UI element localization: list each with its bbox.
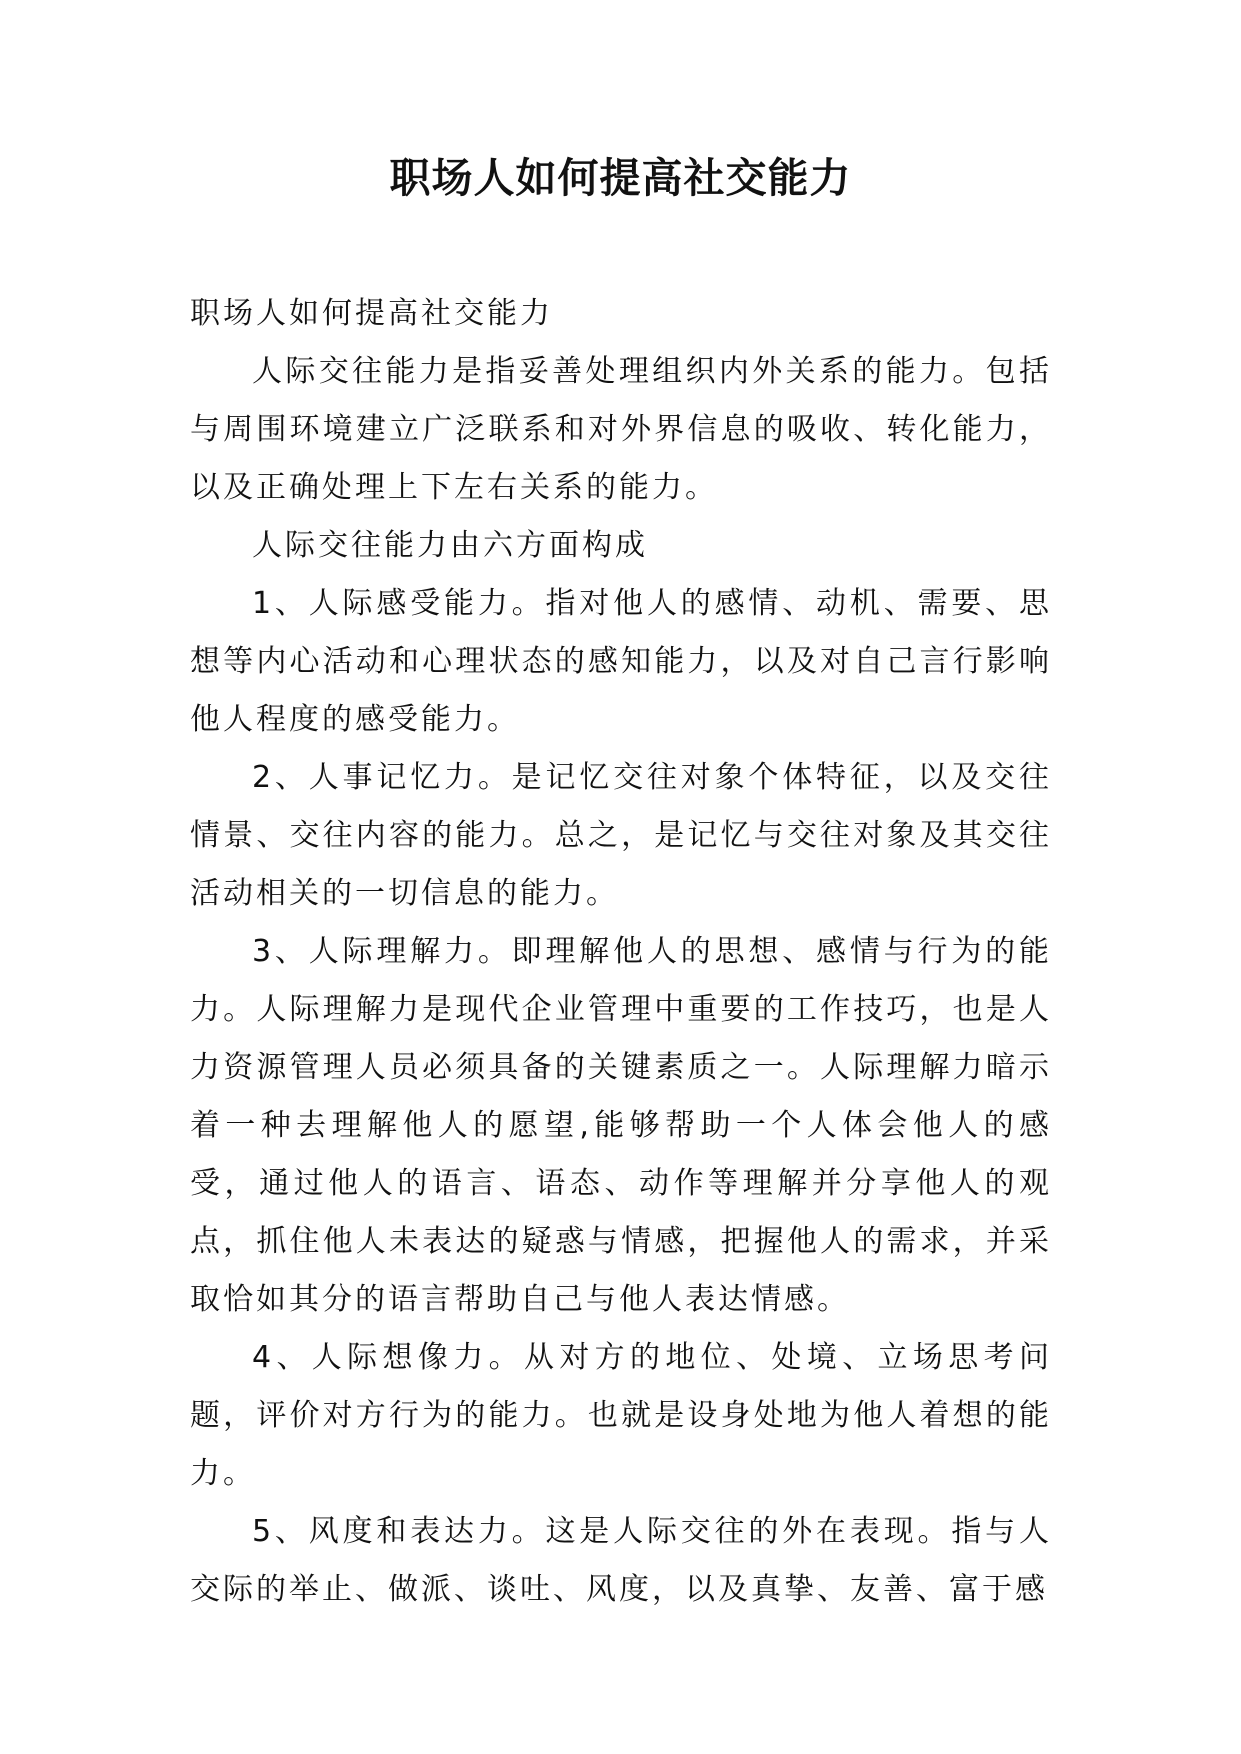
paragraph-item-4: 4、人际想像力。从对方的地位、处境、立场思考问题，评价对方行为的能力。也就是设身处地为他人着想的能力。 [190, 1340, 1052, 1491]
paragraph-intro: 人际交往能力是指妥善处理组织内外关系的能力。包括与周围环境建立广泛联系和对外界信息的吸收、转化能力，以及正确处理上下左右关系的能力。 [190, 354, 1052, 505]
paragraph-item-2: 2、人事记忆力。是记忆交往对象个体特征，以及交往情景、交往内容的能力。总之，是记忆与交往对象及其交往活动相关的一切信息的能力。 [190, 760, 1052, 911]
document-title: 职场人如何提高社交能力 [389, 154, 852, 202]
paragraph-item-1: 1、人际感受能力。指对他人的感情、动机、需要、思想等内心活动和心理状态的感知能力，以及对自己言行影响他人程度的感受能力。 [190, 586, 1052, 737]
paragraph-six-aspects: 人际交往能力由六方面构成 [252, 528, 648, 563]
paragraph-item-5: 5、风度和表达力。这是人际交往的外在表现。指与人交际的举止、做派、谈吐、风度，以及真挚、友善、富于感 [190, 1514, 1052, 1607]
document-body [190, 285, 1052, 1619]
paragraph-heading: 职场人如何提高社交能力 [190, 296, 553, 331]
paragraph-item-3: 3、人际理解力。即理解他人的思想、感情与行为的能力。人际理解力是现代企业管理中重要的工作技巧，也是人力资源管理人员必须具备的关键素质之一。人际理解力暗示着一种去理解他人的愿望,能够帮助一个人体会他人的感受，通过他人的语言、语态、动作等理解并分享他人的观点，抓住他人未表达的疑惑与情感，把握他人的需求，并采取恰如其分的语言帮助自己与他人表达情感。 [190, 934, 1052, 1317]
